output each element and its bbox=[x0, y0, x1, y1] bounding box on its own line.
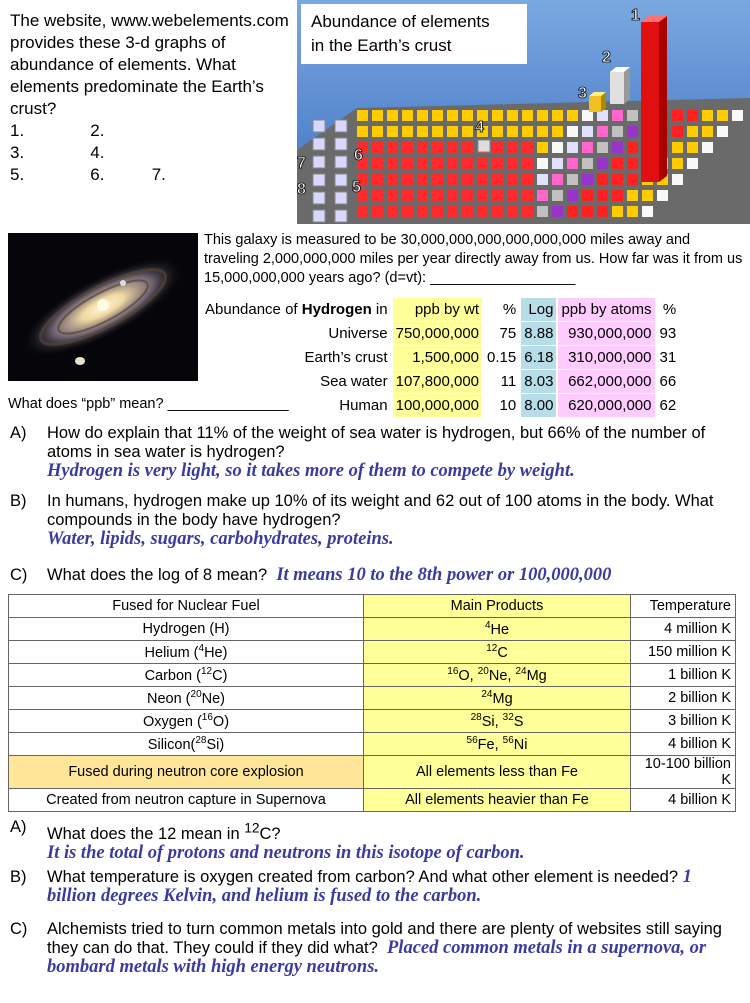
col-ppb-by-wt: ppb by wt bbox=[393, 298, 482, 321]
element-cell bbox=[447, 158, 458, 169]
element-cell bbox=[627, 174, 638, 185]
intro-text: The website, www.webelements.com provides these 3-d graphs of abundance of elements. What elements predominate the Earth’s crust? bbox=[10, 11, 289, 118]
element-cell bbox=[582, 126, 593, 137]
cell-products: $^{12}$C bbox=[364, 641, 631, 664]
element-cell bbox=[612, 206, 623, 217]
element-cell bbox=[432, 174, 443, 185]
answer-text: Water, lipids, sugars, carbohydrates, proteins. bbox=[47, 529, 394, 549]
element-cell bbox=[627, 142, 638, 153]
marker-1: 1 bbox=[631, 7, 640, 24]
element-cell bbox=[687, 158, 698, 169]
question-label: A) bbox=[10, 424, 27, 442]
element-cell bbox=[522, 126, 533, 137]
element-cell bbox=[313, 174, 325, 186]
element-cell bbox=[687, 126, 698, 137]
element-cell bbox=[357, 126, 368, 137]
cell-fuel: Helium ($^4$He) bbox=[9, 641, 364, 664]
element-cell bbox=[582, 206, 593, 217]
element-cell bbox=[552, 110, 563, 121]
element-cell bbox=[462, 158, 473, 169]
galaxy-question: This galaxy is measured to be 30,000,000,000,000,000,000 miles away and traveling 2,000,000,000 miles per year directly away from us. How far was it from us 15,000,000,000 years ago? (d=vt): __________________ bbox=[204, 232, 743, 286]
galaxy-image bbox=[8, 233, 198, 381]
cell-temperature: 10-100 billion K bbox=[631, 756, 736, 789]
cell-ppbwt: 1,500,000 bbox=[393, 346, 482, 369]
cell-log: 8.03 bbox=[521, 370, 556, 393]
question-label: A) bbox=[10, 818, 27, 836]
nuclear-fusion-table bbox=[8, 594, 736, 812]
element-cell bbox=[387, 190, 398, 201]
element-cell bbox=[627, 158, 638, 169]
element-cell bbox=[522, 174, 533, 185]
question-label: B) bbox=[10, 492, 27, 510]
element-cell bbox=[627, 110, 638, 121]
element-cell bbox=[432, 142, 443, 153]
element-cell bbox=[313, 120, 325, 132]
question-text: What does the log of 8 mean? bbox=[47, 566, 268, 584]
element-cell bbox=[522, 206, 533, 217]
element-cell bbox=[372, 190, 383, 201]
question-1b bbox=[10, 492, 742, 549]
element-cell bbox=[657, 190, 668, 201]
element-cell bbox=[313, 156, 325, 168]
element-cell bbox=[432, 158, 443, 169]
element-cell bbox=[387, 174, 398, 185]
cell-log: 6.18 bbox=[521, 346, 556, 369]
fusion-header-row bbox=[9, 595, 736, 618]
element-cell bbox=[597, 158, 608, 169]
element-cell bbox=[462, 190, 473, 201]
element-cell bbox=[417, 190, 428, 201]
element-cell bbox=[732, 110, 743, 121]
element-cell bbox=[477, 174, 488, 185]
element-cell bbox=[552, 126, 563, 137]
element-cell bbox=[537, 206, 548, 217]
chart-title-2: in the Earth’s crust bbox=[311, 36, 452, 55]
element-cell bbox=[492, 110, 503, 121]
marker-6: 6 bbox=[354, 147, 363, 164]
element-cell bbox=[597, 174, 608, 185]
question-text: What temperature is oxygen created from carbon? And what other element is needed? bbox=[47, 868, 679, 886]
cell-products: All elements less than Fe bbox=[364, 756, 631, 789]
marker-2: 2 bbox=[602, 49, 611, 66]
element-cell bbox=[507, 126, 518, 137]
marker-3: 3 bbox=[578, 85, 587, 102]
element-cell bbox=[402, 190, 413, 201]
cell-products: $^{28}$Si, $^{32}$S bbox=[364, 710, 631, 733]
element-cell bbox=[537, 158, 548, 169]
element-cell bbox=[552, 158, 563, 169]
element-cell bbox=[687, 142, 698, 153]
table-row bbox=[9, 664, 736, 687]
element-cell bbox=[522, 158, 533, 169]
marker-8: 8 bbox=[297, 181, 306, 198]
blank-line-3: 5. 6. 7. bbox=[10, 165, 166, 184]
cell-ppbat: 662,000,000 bbox=[558, 370, 654, 393]
question-2c bbox=[10, 920, 742, 977]
element-cell bbox=[537, 126, 548, 137]
element-cell bbox=[462, 206, 473, 217]
element-cell bbox=[567, 142, 578, 153]
element-cell bbox=[582, 174, 593, 185]
element-cell bbox=[432, 126, 443, 137]
row-name: Human bbox=[339, 397, 388, 414]
element-cell bbox=[642, 206, 653, 217]
element-cell bbox=[567, 126, 578, 137]
element-cell bbox=[417, 110, 428, 121]
cell-pct: 10 bbox=[499, 397, 517, 414]
element-cell bbox=[702, 142, 713, 153]
crust-abundance-3d-chart bbox=[297, 0, 750, 224]
element-cell bbox=[402, 174, 413, 185]
cell-ppbat: 930,000,000 bbox=[558, 322, 654, 345]
intro-block bbox=[10, 10, 295, 186]
question-1a bbox=[10, 424, 742, 481]
element-cell bbox=[672, 158, 683, 169]
chart-title-1: Abundance of elements bbox=[311, 12, 490, 31]
element-cell bbox=[612, 126, 623, 137]
element-cell bbox=[567, 174, 578, 185]
element-cell bbox=[672, 126, 683, 137]
cell-pct: 0.15 bbox=[487, 349, 517, 366]
element-cell bbox=[537, 174, 548, 185]
cell-pct2: 66 bbox=[659, 373, 677, 390]
element-cell bbox=[492, 206, 503, 217]
element-cell bbox=[702, 126, 713, 137]
element-cell bbox=[507, 206, 518, 217]
element-cell bbox=[582, 158, 593, 169]
cell-fuel: Carbon ($^{12}$C) bbox=[9, 664, 364, 687]
element-cell bbox=[357, 110, 368, 121]
element-cell bbox=[372, 206, 383, 217]
element-cell bbox=[432, 206, 443, 217]
element-cell bbox=[387, 142, 398, 153]
element-cell bbox=[672, 174, 683, 185]
col-pct: % bbox=[502, 301, 517, 318]
element-cell bbox=[335, 210, 347, 222]
marker-4: 4 bbox=[475, 119, 484, 136]
element-cell bbox=[612, 190, 623, 201]
element-cell bbox=[492, 190, 503, 201]
element-cell bbox=[447, 206, 458, 217]
element-cell bbox=[402, 142, 413, 153]
element-cell bbox=[567, 190, 578, 201]
element-cell bbox=[612, 174, 623, 185]
table-row bbox=[9, 641, 736, 664]
cell-ppbwt: 750,000,000 bbox=[393, 322, 482, 345]
element-cell bbox=[567, 158, 578, 169]
cell-pct: 75 bbox=[499, 325, 517, 342]
element-cell bbox=[335, 174, 347, 186]
element-cell bbox=[387, 110, 398, 121]
question-text: Alchemists tried to turn common metals into gold and there are plenty of websites still saying they can do that. They could if they did what? bbox=[47, 920, 722, 957]
cell-temperature: 4 billion K bbox=[631, 789, 736, 812]
element-cell bbox=[447, 142, 458, 153]
element-cell bbox=[597, 126, 608, 137]
element-cell bbox=[402, 126, 413, 137]
cell-pct2: 31 bbox=[659, 349, 677, 366]
element-cell bbox=[492, 126, 503, 137]
col-fuel: Fused for Nuclear Fuel bbox=[9, 595, 364, 618]
element-cell bbox=[477, 190, 488, 201]
question-label: C) bbox=[10, 566, 28, 584]
col-temperature: Temperature bbox=[631, 595, 736, 618]
element-cell bbox=[372, 142, 383, 153]
element-cell bbox=[477, 206, 488, 217]
cell-log: 8.88 bbox=[521, 322, 556, 345]
element-cell bbox=[597, 190, 608, 201]
element-cell bbox=[717, 126, 728, 137]
element-cell bbox=[552, 174, 563, 185]
element-cell bbox=[702, 110, 713, 121]
answer-text: It is the total of protons and neutrons in this isotope of carbon. bbox=[47, 842, 525, 863]
element-cell bbox=[612, 158, 623, 169]
element-cell bbox=[432, 190, 443, 201]
cell-ppbat: 310,000,000 bbox=[558, 346, 654, 369]
element-cell bbox=[447, 190, 458, 201]
element-cell bbox=[537, 110, 548, 121]
element-cell bbox=[627, 206, 638, 217]
element-cell bbox=[567, 206, 578, 217]
question-text: What does the 12 mean in $^{12}$C? bbox=[47, 820, 281, 843]
marker-7: 7 bbox=[297, 155, 306, 172]
element-cell bbox=[612, 110, 623, 121]
element-cell bbox=[567, 110, 578, 121]
question-label: C) bbox=[10, 920, 28, 938]
question-2b bbox=[10, 868, 742, 906]
element-cell bbox=[492, 174, 503, 185]
cell-temperature: 150 million K bbox=[631, 641, 736, 664]
element-cell bbox=[372, 158, 383, 169]
cell-fuel: Fused during neutron core explosion bbox=[9, 756, 364, 789]
element-cell bbox=[507, 190, 518, 201]
element-cell bbox=[417, 174, 428, 185]
element-cell bbox=[372, 174, 383, 185]
cell-log: 8.00 bbox=[521, 394, 556, 417]
element-cell bbox=[417, 142, 428, 153]
element-cell bbox=[537, 190, 548, 201]
element-cell bbox=[372, 126, 383, 137]
element-cell bbox=[432, 110, 443, 121]
element-cell bbox=[552, 190, 563, 201]
cell-fuel: Oxygen ($^{16}$O) bbox=[9, 710, 364, 733]
row-name: Universe bbox=[328, 325, 388, 342]
cell-products: All elements heavier than Fe bbox=[364, 789, 631, 812]
ppb-question: What does “ppb” mean? _______________ bbox=[8, 396, 289, 412]
col-products: Main Products bbox=[364, 595, 631, 618]
cell-products: $^4$He bbox=[364, 618, 631, 641]
question-1c bbox=[10, 566, 742, 585]
element-cell bbox=[462, 110, 473, 121]
table-row bbox=[202, 322, 679, 345]
cell-temperature: 4 million K bbox=[631, 618, 736, 641]
table-row bbox=[9, 618, 736, 641]
table-row bbox=[9, 789, 736, 812]
element-cell bbox=[417, 158, 428, 169]
cell-products: $^{56}$Fe, $^{56}$Ni bbox=[364, 733, 631, 756]
table-row bbox=[202, 370, 679, 393]
element-cell bbox=[522, 190, 533, 201]
element-cell bbox=[462, 142, 473, 153]
col-pct2: % bbox=[662, 301, 677, 318]
bar-4-iron bbox=[478, 140, 490, 152]
table-row bbox=[9, 756, 736, 789]
element-cell bbox=[582, 190, 593, 201]
question-2a bbox=[10, 818, 742, 863]
element-cell bbox=[522, 110, 533, 121]
table-header-row bbox=[202, 298, 679, 321]
cell-products: $^{16}$O, $^{20}$Ne, $^{24}$Mg bbox=[364, 664, 631, 687]
element-cell bbox=[477, 158, 488, 169]
element-cell bbox=[672, 110, 683, 121]
cell-ppbwt: 107,800,000 bbox=[393, 370, 482, 393]
blank-line-1: 1. 2. bbox=[10, 121, 105, 140]
element-cell bbox=[612, 142, 623, 153]
cell-temperature: 4 billion K bbox=[631, 733, 736, 756]
element-cell bbox=[462, 126, 473, 137]
element-cell bbox=[627, 126, 638, 137]
element-cell bbox=[552, 206, 563, 217]
cell-pct: 11 bbox=[500, 373, 517, 390]
element-cell bbox=[597, 206, 608, 217]
element-cell bbox=[335, 138, 347, 150]
element-cell bbox=[507, 174, 518, 185]
row-name: Earth’s crust bbox=[304, 349, 388, 366]
row-name: Sea water bbox=[320, 373, 388, 390]
answer-text: It means 10 to the 8th power or 100,000,000 bbox=[276, 565, 612, 585]
element-cell bbox=[335, 156, 347, 168]
element-cell bbox=[313, 192, 325, 204]
element-cell bbox=[372, 110, 383, 121]
element-cell bbox=[402, 110, 413, 121]
cell-temperature: 3 billion K bbox=[631, 710, 736, 733]
element-cell bbox=[447, 174, 458, 185]
cell-ppbwt: 100,000,000 bbox=[393, 394, 482, 417]
question-label: B) bbox=[10, 868, 27, 886]
element-cell bbox=[597, 142, 608, 153]
element-cell bbox=[507, 110, 518, 121]
table-row bbox=[9, 733, 736, 756]
element-cell bbox=[357, 206, 368, 217]
element-cell bbox=[627, 190, 638, 201]
element-cell bbox=[507, 158, 518, 169]
element-cell bbox=[552, 142, 563, 153]
cell-pct2: 93 bbox=[659, 325, 677, 342]
question-text: How do explain that 11% of the weight of sea water is hydrogen, but 66% of the number of atoms in sea water is hydrogen? bbox=[47, 424, 706, 461]
col-ppb-by-atoms: ppb by atoms bbox=[558, 298, 654, 321]
table-row bbox=[9, 687, 736, 710]
element-cell bbox=[447, 110, 458, 121]
cell-fuel: Hydrogen (H) bbox=[9, 618, 364, 641]
element-cell bbox=[313, 210, 325, 222]
element-cell bbox=[687, 110, 698, 121]
question-text: In humans, hydrogen make up 10% of its weight and 62 out of 100 atoms in the body. What compounds in the body have hydrogen? bbox=[47, 492, 714, 529]
element-cell bbox=[492, 142, 503, 153]
element-cell bbox=[313, 138, 325, 150]
table-row bbox=[9, 710, 736, 733]
element-cell bbox=[717, 110, 728, 121]
table-row bbox=[202, 346, 679, 369]
col-log: Log bbox=[521, 298, 556, 321]
element-cell bbox=[582, 142, 593, 153]
bar-1-oxygen bbox=[641, 16, 667, 182]
cell-fuel: Created from neutron capture in Supernova bbox=[9, 789, 364, 812]
element-cell bbox=[522, 142, 533, 153]
cell-fuel: Neon ($^{20}$Ne) bbox=[9, 687, 364, 710]
element-cell bbox=[492, 158, 503, 169]
element-cell bbox=[417, 126, 428, 137]
element-cell bbox=[537, 142, 548, 153]
element-cell bbox=[387, 126, 398, 137]
element-cell bbox=[447, 126, 458, 137]
element-cell bbox=[642, 190, 653, 201]
cell-temperature: 1 billion K bbox=[631, 664, 736, 687]
cell-pct2: 62 bbox=[659, 397, 677, 414]
answer-text: 1 billion degrees Kelvin, and helium is fused to the carbon. bbox=[47, 867, 692, 906]
marker-5: 5 bbox=[352, 179, 361, 196]
blank-line-2: 3. 4. bbox=[10, 143, 105, 162]
cell-products: $^{24}$Mg bbox=[364, 687, 631, 710]
element-cell bbox=[387, 158, 398, 169]
answer-text: Hydrogen is very light, so it takes more of them to compete by weight. bbox=[47, 461, 575, 481]
element-cell bbox=[335, 192, 347, 204]
element-cell bbox=[402, 206, 413, 217]
element-cell bbox=[507, 142, 518, 153]
element-cell bbox=[462, 174, 473, 185]
header-label: Abundance of Hydrogen in bbox=[205, 301, 388, 318]
element-cell bbox=[417, 206, 428, 217]
element-cell bbox=[387, 206, 398, 217]
element-cell bbox=[402, 158, 413, 169]
answer-text: Placed common metals in a supernova, or bombard metals with high energy neutrons. bbox=[47, 938, 707, 977]
cell-ppbat: 620,000,000 bbox=[558, 394, 654, 417]
element-cell bbox=[335, 120, 347, 132]
cell-fuel: Silicon($^{28}$Si) bbox=[9, 733, 364, 756]
element-cell bbox=[672, 142, 683, 153]
bar-3-aluminium bbox=[589, 92, 606, 112]
cell-temperature: 2 billion K bbox=[631, 687, 736, 710]
bar-2-silicon bbox=[610, 67, 630, 104]
